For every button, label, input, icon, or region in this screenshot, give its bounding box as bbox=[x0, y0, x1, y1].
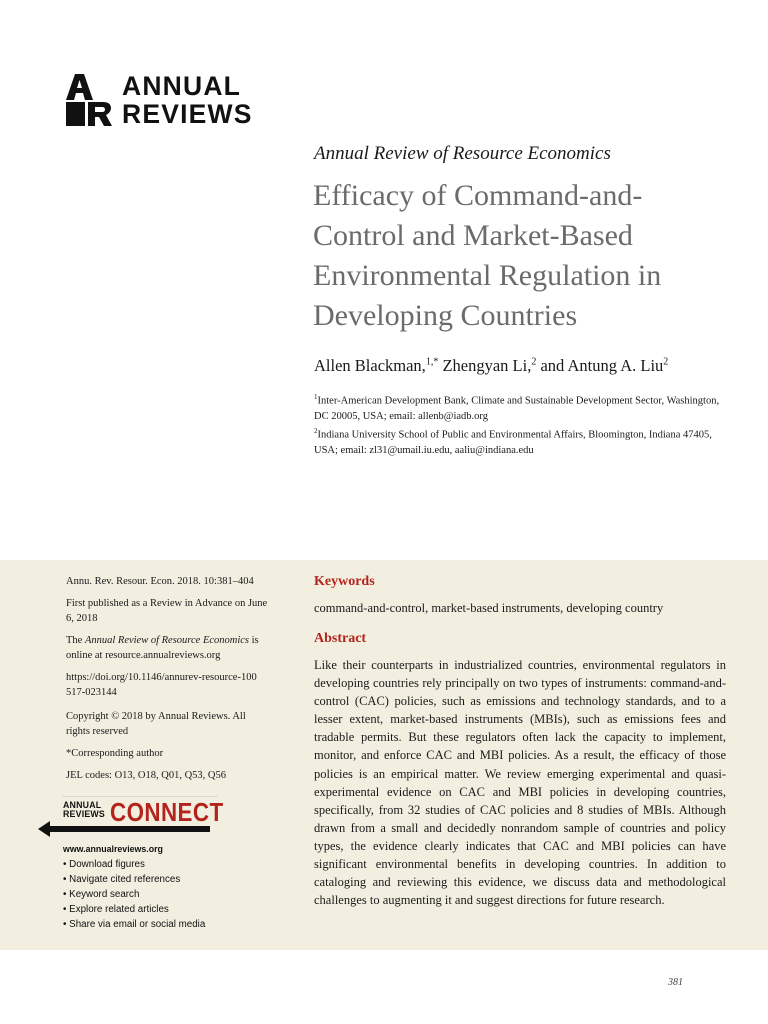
affiliation-text: Indiana University School of Public and Environmental Affairs, Bloomington, Indiana 47405, USA; email: zl31@umail.iu.edu, aaliu@indiana.edu bbox=[314, 429, 712, 456]
copyright-notice: Copyright © 2018 by Annual Reviews. All rights reserved bbox=[66, 711, 246, 737]
connect-feature-list bbox=[63, 857, 205, 932]
citation-info: Annu. Rev. Resour. Econ. 2018. 10:381–404 bbox=[66, 576, 254, 587]
author-list bbox=[314, 356, 668, 376]
connect-feature: • Keyword search bbox=[63, 889, 140, 900]
annual-reviews-logo bbox=[64, 71, 264, 130]
abstract-text: Like their counterparts in industrialized countries, environmental regulators in developing countries rely principally on two types of instruments: command-and-control (CAC) policies, such as emissions and technology standards, and to a lesser extent, market-based instruments (MBIs), such as emissions fees and tradable permits. But these regulators often lack the capacity to implement, monitor, and enforce CAC and MBI policies. As a result, the efficacy of those policies is an empirical matter. We review emerging experimental and quasi-experimental evidence on CAC and MBI policies in developing countries, specifically, from 32 studies of CAC policies and 8 studies of MBIs. Although drawn from a small and decidedly nonrandom sample of countries and policy types, the evidence clearly indicates that CAC and MBI policies can have significant environmental benefits in developing countries. In addition to cataloging and reviewing this evidence, we discuss data and methodological challenges to augmenting it and suggest directions for future research. bbox=[314, 658, 726, 908]
affiliation-number: 2 bbox=[314, 427, 318, 435]
connect-feature: • Navigate cited references bbox=[63, 874, 181, 885]
connect-feature: • Explore related articles bbox=[63, 904, 169, 915]
journal-name: Annual Review of Resource Economics bbox=[314, 143, 611, 164]
affiliation-1 bbox=[314, 390, 724, 424]
connect-feature: • Share via email or social media bbox=[63, 919, 206, 930]
online-note-journal: Annual Review of Resource Economics bbox=[84, 635, 250, 646]
abstract-heading: Abstract bbox=[314, 631, 367, 646]
annual-reviews-connect bbox=[38, 796, 224, 936]
online-note-post: is online at resource.annualreviews.org bbox=[66, 635, 259, 661]
connect-line-annual: ANNUAL bbox=[63, 800, 102, 810]
author-affiliation-mark: 2 bbox=[663, 356, 669, 368]
keywords-heading: Keywords bbox=[314, 574, 375, 589]
jel-codes: JEL codes: O13, O18, Q01, Q53, Q56 bbox=[66, 770, 227, 781]
author-affiliation-mark: 1,* bbox=[425, 356, 439, 368]
corresponding-author-note: *Corresponding author bbox=[66, 748, 164, 759]
article-title: Efficacy of Command-and-Control and Market-Based Environmental Regulation in Developing Countries bbox=[313, 179, 662, 332]
connect-brand: CONNECT bbox=[110, 797, 224, 827]
logo-word-annual: ANNUAL bbox=[122, 71, 242, 101]
ar-logo-mark-icon bbox=[64, 74, 112, 126]
connect-feature: • Download figures bbox=[63, 859, 145, 870]
author-name: Zhengyan Li, bbox=[438, 356, 532, 375]
affiliation-number: 1 bbox=[314, 393, 318, 401]
affiliation-text: Inter-American Development Bank, Climate and Sustainable Development Sector, Washington, DC 20005, USA; email: allenb@iadb.org bbox=[314, 395, 720, 422]
keywords-text: command-and-control, market-based instruments, developing country bbox=[314, 601, 664, 615]
logo-word-reviews: REVIEWS bbox=[122, 99, 253, 129]
affiliation-2 bbox=[314, 424, 724, 458]
author-name: Allen Blackman, bbox=[314, 356, 426, 375]
connect-line-reviews: REVIEWS bbox=[63, 809, 105, 819]
online-note-pre: The bbox=[66, 635, 85, 646]
online-note bbox=[66, 634, 276, 663]
publication-date: First published as a Review in Advance on June 6, 2018 bbox=[66, 598, 268, 624]
page-number: 381 bbox=[668, 977, 683, 988]
connect-url[interactable]: www.annualreviews.org bbox=[63, 844, 163, 854]
author-affiliation-mark: 2 bbox=[531, 356, 537, 368]
author-name: and Antung A. Liu bbox=[536, 356, 664, 375]
doi-link[interactable]: https://doi.org/10.1146/annurev-resource-100517-023144 bbox=[66, 672, 257, 698]
